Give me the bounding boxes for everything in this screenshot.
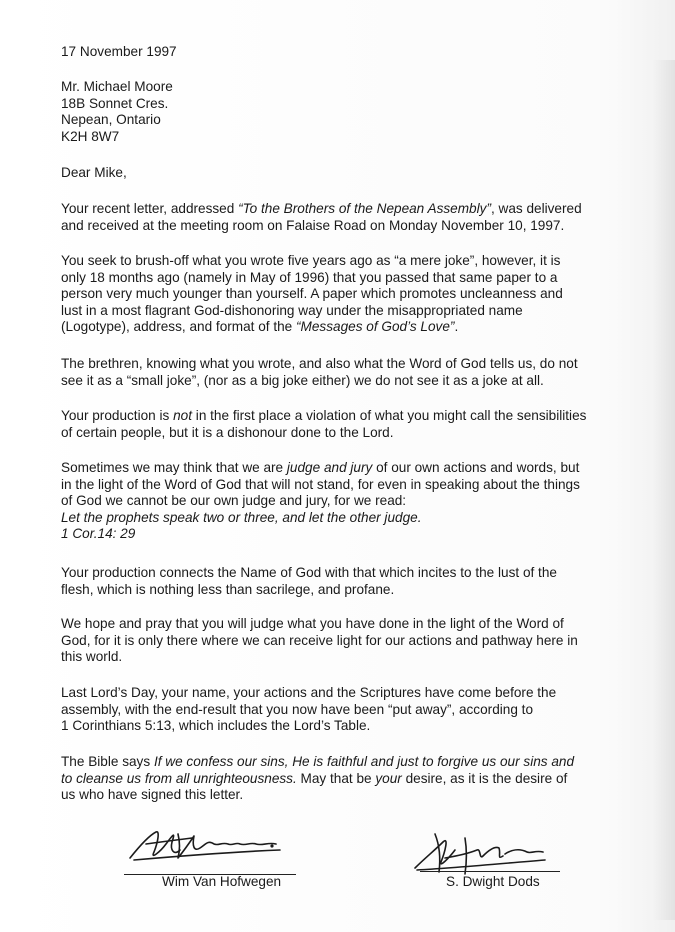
- paragraph-line: Your production connects the Name of God with that which incites to the lust of the: [61, 565, 557, 580]
- paragraph-line: You seek to brush-off what you wrote five years ago as “a mere joke”, however, it is: [61, 253, 561, 268]
- paragraph-line: person very much younger than yourself. A paper which promotes uncleanness and: [61, 286, 563, 302]
- paragraph-line: see it as a “small joke”, (nor as a big joke either) we do not see it as a joke at all.: [61, 372, 544, 388]
- paragraph-2: [61, 253, 563, 336]
- paragraph-8: [61, 685, 556, 735]
- paragraph-line: of God we cannot be our own judge and jury, for we read:: [61, 493, 407, 509]
- paragraph-7: [61, 616, 578, 666]
- page-edge-shadow: [653, 60, 675, 920]
- salutation: Dear Mike,: [61, 165, 127, 180]
- recipient-address: [61, 79, 173, 145]
- signer-name-left: Wim Van Hofwegen: [162, 874, 282, 889]
- paragraph-line: God, for it is only there where we can receive light for our actions and pathway here in: [61, 632, 578, 648]
- paragraph-line: Sometimes we may think that we are judge and jury of our own actions and words, but: [61, 460, 580, 475]
- recipient-postal: K2H 8W7: [61, 128, 120, 144]
- recipient-street: 18B Sonnet Cres.: [61, 95, 169, 111]
- paragraph-line: assembly, with the end-result that you now have been “put away”, according to: [61, 701, 534, 717]
- paragraph-line: to cleanse us from all unrighteousness. May that be your desire, as it is the desire of: [61, 770, 568, 786]
- paragraph-line: The Bible says If we confess our sins, He is faithful and just to forgive us our sins and: [61, 754, 575, 769]
- paragraph-line: this world.: [61, 649, 123, 665]
- paragraph-line: lust in a most flagrant God-dishonoring way under the misappropriated name: [61, 302, 523, 318]
- recipient-city: Nepean, Ontario: [61, 112, 161, 128]
- paragraph-line: flesh, which is nothing less than sacrilege, and profane.: [61, 581, 395, 597]
- paragraph-5: [61, 460, 580, 543]
- paragraph-line: The brethren, knowing what you wrote, and also what the Word of God tells us, do not: [61, 356, 578, 371]
- recipient-name: Mr. Michael Moore: [61, 79, 173, 94]
- signer-name-right: S. Dwight Dods: [446, 874, 540, 889]
- paragraph-line: We hope and pray that you will judge what you have done in the light of the Word of: [61, 616, 564, 631]
- paragraph-line: Your production is not in the first place a violation of what you might call the sensibilities: [61, 408, 587, 423]
- paragraph-3: [61, 356, 578, 389]
- publication-name: “Messages of God’s Love”: [296, 319, 455, 335]
- paragraph-line: Your recent letter, addressed “To the Brothers of the Nepean Assembly”, was delivered: [61, 201, 582, 216]
- scripture-reference: 1 Cor.14: 29: [61, 526, 136, 542]
- paragraph-line: 1 Corinthians 5:13, which includes the Lord’s Table.: [61, 718, 371, 734]
- paragraph-line: (Logotype), address, and format of the “Messages of God’s Love”.: [61, 319, 459, 335]
- paragraph-line: Last Lord’s Day, your name, your actions and the Scriptures have come before the: [61, 685, 557, 700]
- letter-title-quote: “To the Brothers of the Nepean Assembly”: [238, 201, 491, 216]
- paragraph-line: of certain people, but it is a dishonour done to the Lord.: [61, 424, 394, 440]
- paragraph-line: and received at the meeting room on Falaise Road on Monday November 10, 1997.: [61, 217, 565, 233]
- paragraph-line: in the light of the Word of God that will not stand, for even in speaking about the things: [61, 476, 580, 492]
- handwritten-signature-left: [120, 822, 290, 874]
- scripture-quote: If we confess our sins, He is faithful and just to forgive us our sins and: [153, 754, 575, 769]
- paragraph-line: only 18 months ago (namely in May of 1996) that you passed that same paper to a: [61, 269, 558, 285]
- paragraph-9: [61, 754, 574, 804]
- paragraph-1: [61, 201, 582, 234]
- scripture-quote: Let the prophets speak two or three, and let the other judge.: [61, 509, 422, 525]
- paragraph-4: [61, 408, 586, 441]
- letter-date: 17 November 1997: [61, 44, 177, 59]
- paragraph-6: [61, 565, 557, 598]
- paragraph-line: us who have signed this letter.: [61, 787, 244, 803]
- signature-line-right: [420, 871, 560, 872]
